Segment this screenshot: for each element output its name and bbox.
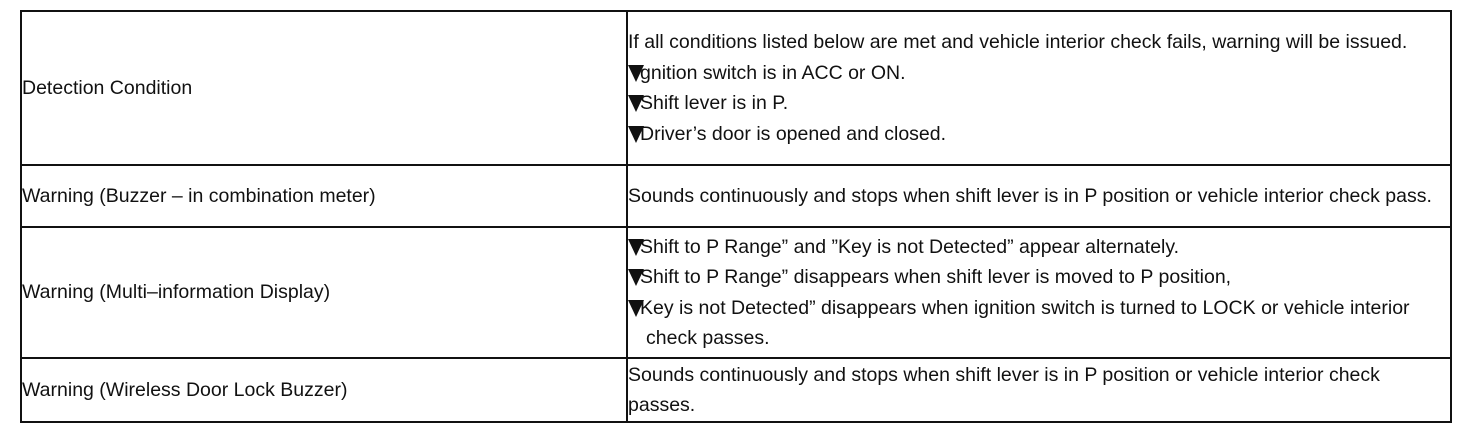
bullet-text: Key is not Detected” disappears when ignition switch is turned to LOCK or vehicle interior check passes. <box>640 296 1410 349</box>
row-label: Warning (Multi–information Display) <box>21 227 627 358</box>
bullet-text: Shift lever is in P. <box>640 92 789 114</box>
bullet-item <box>628 232 1450 263</box>
bullet-text: Shift to P Range” and ”Key is not Detected” appear alternately. <box>640 235 1180 258</box>
row-value <box>627 227 1451 358</box>
bullet-item <box>628 119 1450 150</box>
row-label: Warning (Wireless Door Lock Buzzer) <box>21 358 627 422</box>
bullet-item <box>628 58 1450 89</box>
bullet-item <box>628 88 1450 119</box>
table-row-detection-condition <box>21 11 1451 165</box>
bullet-text: Shift to P Range” disappears when shift lever is moved to P position, <box>640 266 1232 288</box>
table-row-warning-multi-display <box>21 227 1451 358</box>
bullet-item <box>628 293 1450 354</box>
row-value <box>627 165 1451 227</box>
row-label: Warning (Buzzer – in combination meter) <box>21 165 627 227</box>
value-text: Sounds continuously and stops when shift lever is in P position or vehicle interior check pass. <box>628 184 1432 207</box>
warning-spec-table <box>20 10 1452 423</box>
bullet-item <box>628 262 1450 293</box>
row-label: Detection Condition <box>21 11 627 165</box>
bullet-text: gnition switch is in ACC or ON. <box>640 61 906 84</box>
table-row-warning-wireless-buzzer <box>21 358 1451 422</box>
bullet-text: Driver’s door is opened and closed. <box>640 122 947 145</box>
row-value <box>627 358 1451 422</box>
value-text: Sounds continuously and stops when shift lever is in P position or vehicle interior check passes. <box>628 363 1380 416</box>
table-row-warning-buzzer <box>21 165 1451 227</box>
intro-text: If all conditions listed below are met and vehicle interior check fails, warning will be issued. <box>628 31 1408 53</box>
row-value <box>627 11 1451 165</box>
